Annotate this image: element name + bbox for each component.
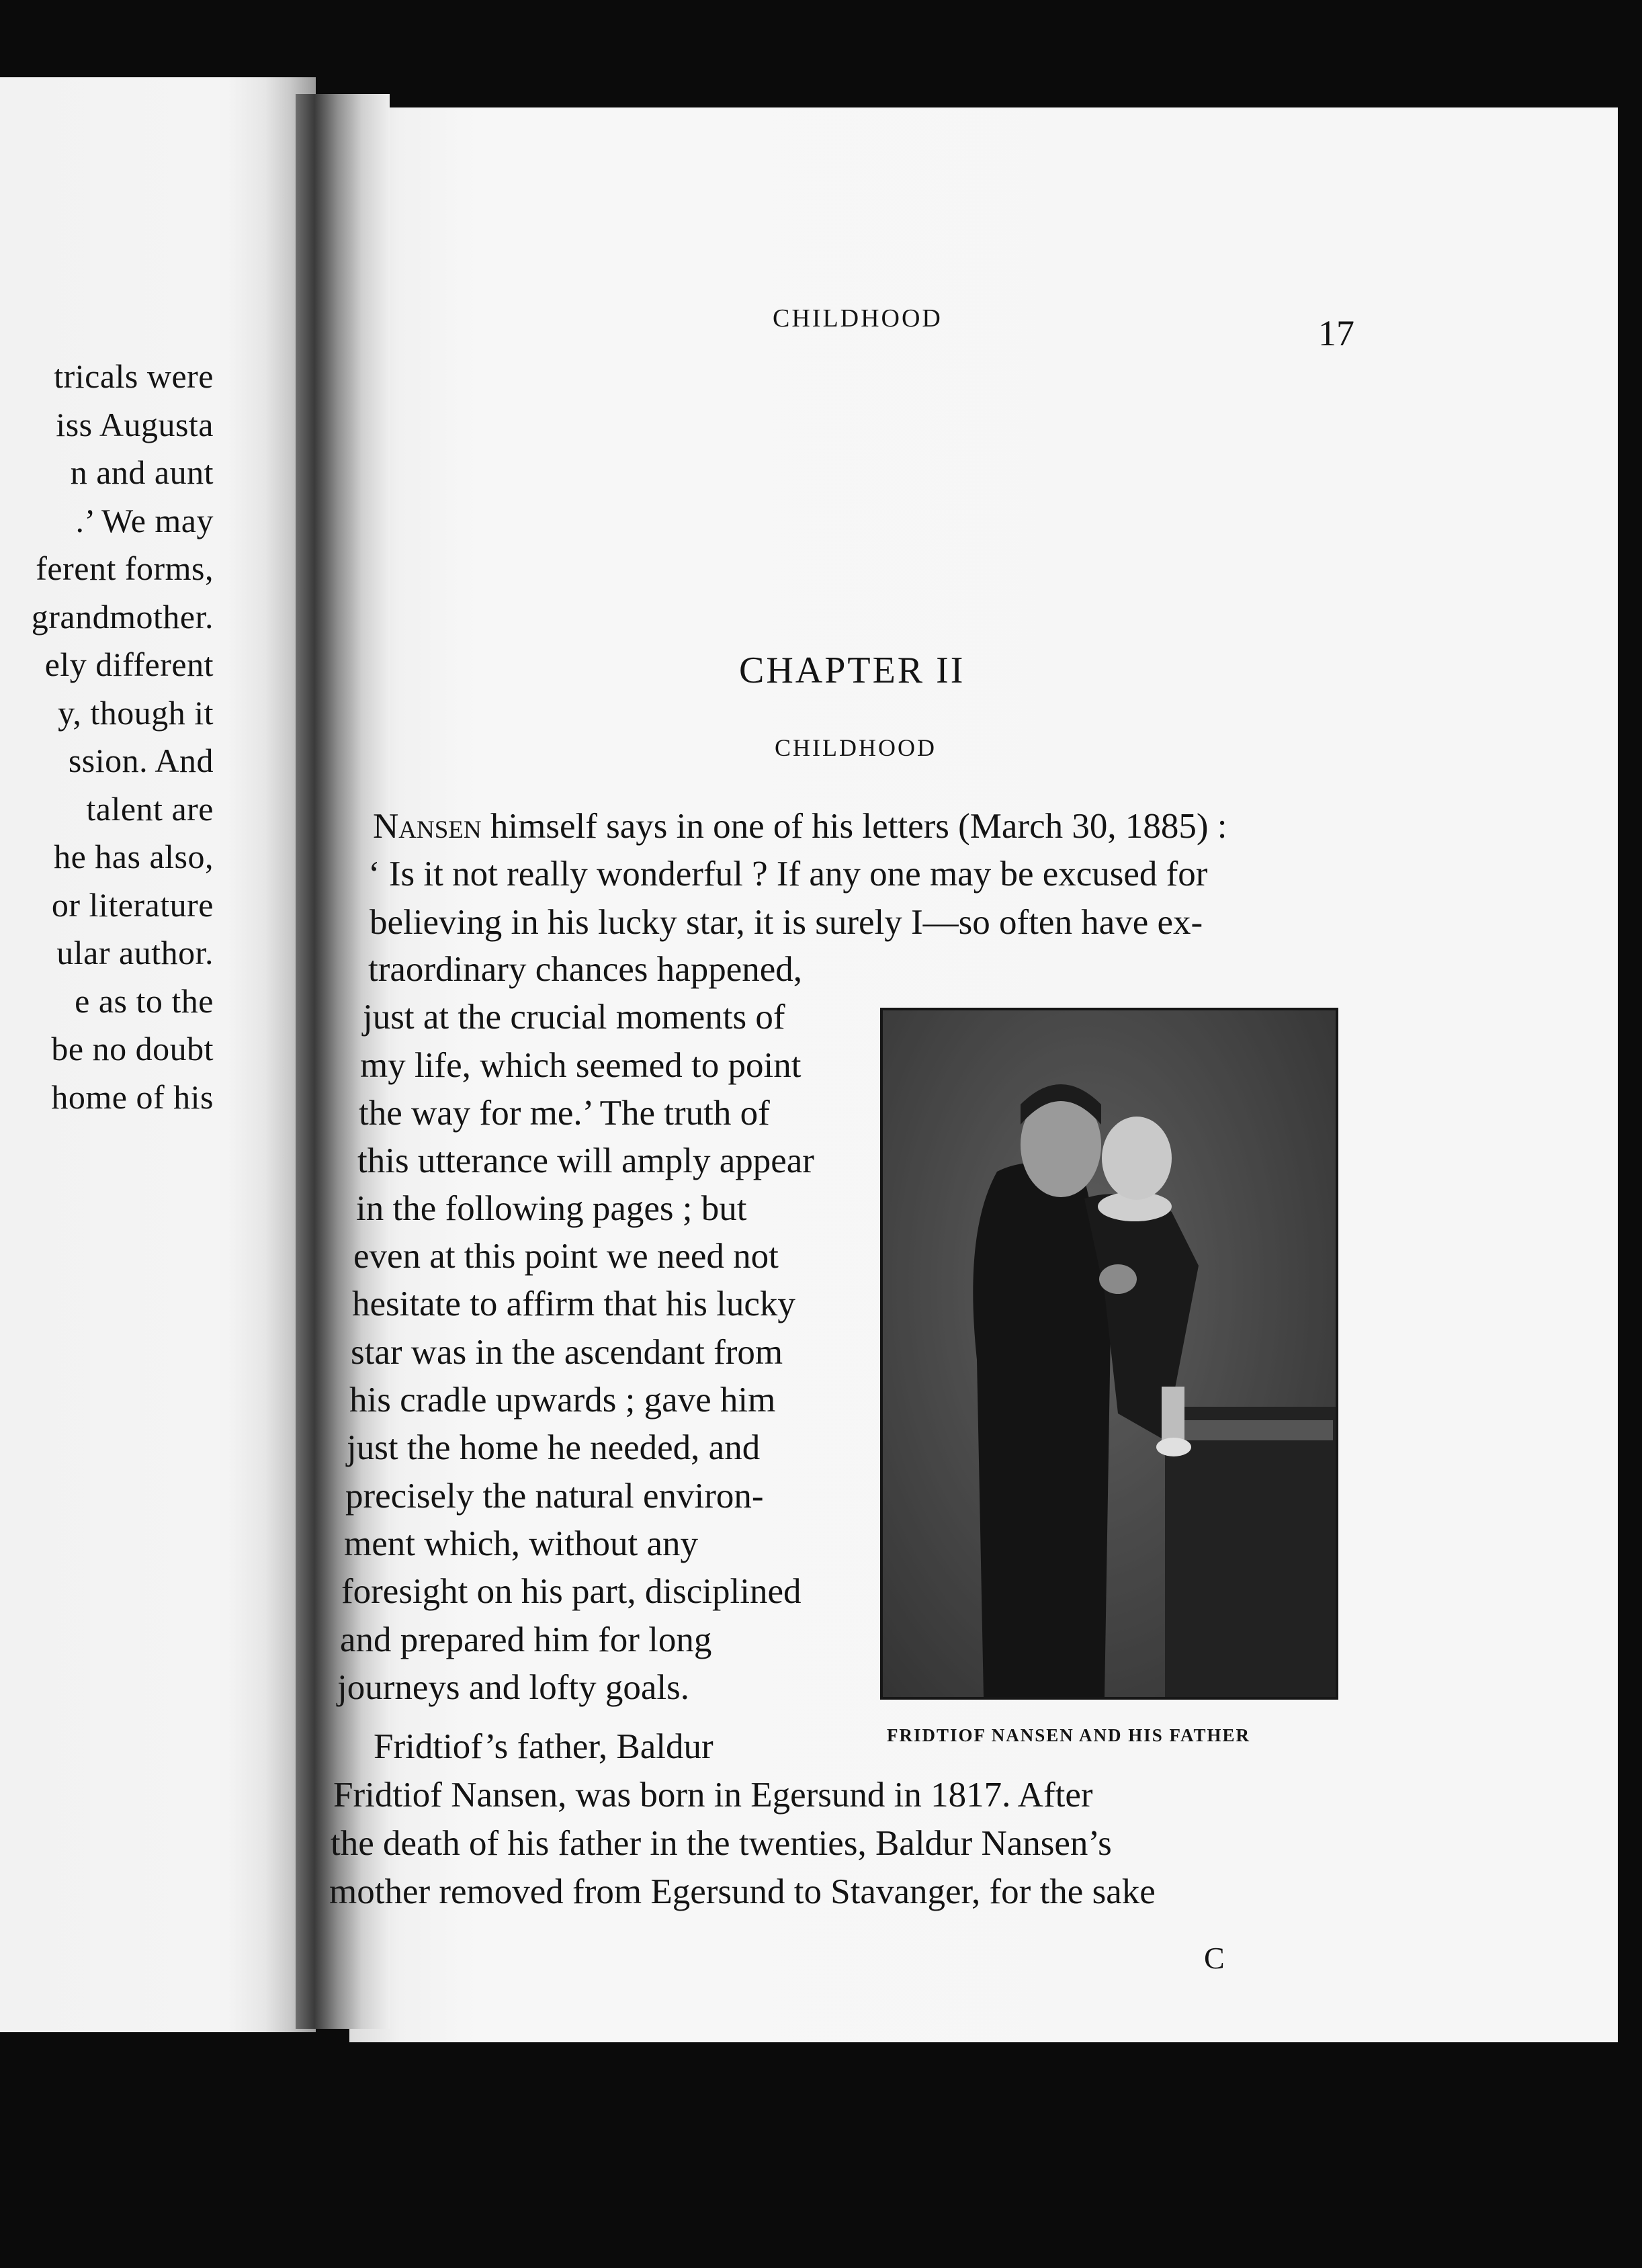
left-line: y, though it — [58, 693, 214, 732]
body-line: even at this point we need not — [353, 1237, 779, 1276]
left-line: ular author. — [56, 934, 214, 971]
photograph-illustration — [883, 1010, 1336, 1697]
body-line: his cradle upwards ; gave him — [349, 1381, 776, 1420]
body-line: in the following pages ; but — [356, 1189, 747, 1228]
left-line: he has also, — [54, 838, 214, 875]
left-line: .’ We may — [75, 501, 214, 539]
left-line: talent are — [86, 789, 214, 828]
left-page-text — [0, 353, 214, 1121]
body-line: Fridtiof’s father, Baldur — [374, 1727, 714, 1766]
body-line: journeys and lofty goals. — [337, 1668, 690, 1707]
left-line: grandmother. — [31, 597, 214, 636]
left-line: home of his — [51, 1078, 214, 1116]
body-line — [373, 806, 1227, 846]
body-line: this utterance will amply appear — [357, 1141, 814, 1180]
left-line: ssion. And — [68, 742, 214, 779]
left-facing-page — [0, 77, 316, 2032]
body-line: star was in the ascendant from — [351, 1333, 783, 1372]
left-line: n and aunt — [70, 453, 214, 491]
body-line: traordinary chances happened, — [368, 950, 802, 989]
page-number: 17 — [1318, 313, 1354, 353]
left-line: iss Augusta — [56, 405, 214, 443]
left-line: or literature — [51, 885, 214, 924]
body-line: the way for me.’ The truth of — [359, 1094, 770, 1133]
body-line-text: himself says in one of his letters (March 30, 1885) : — [481, 807, 1227, 846]
body-line: just at the crucial moments of — [363, 998, 785, 1037]
body-line: hesitate to affirm that his lucky — [352, 1284, 795, 1323]
body-line: and prepared him for long — [340, 1620, 712, 1659]
body-line: just the home he needed, and — [347, 1428, 761, 1467]
left-line: tricals were — [54, 357, 214, 395]
left-line: e as to the — [75, 982, 214, 1020]
body-line: mother removed from Egersund to Stavanger, for the sake — [329, 1872, 1156, 1911]
photo-caption: FRIDTIOF NANSEN AND HIS FATHER — [887, 1725, 1251, 1745]
portrait-photograph — [880, 1008, 1338, 1700]
signature-mark: C — [1204, 1941, 1225, 1975]
body-line: believing in his lucky star, it is surely I—so often have ex- — [370, 903, 1203, 942]
chapter-subtitle: CHILDHOOD — [775, 734, 937, 761]
chapter-title: CHAPTER II — [739, 650, 965, 691]
body-line: the death of his father in the twenties, Baldur Nansen’s — [331, 1824, 1112, 1863]
left-line: ferent forms, — [36, 550, 214, 587]
opening-word: Nansen — [373, 807, 482, 846]
body-line: Fridtiof Nansen, was born in Egersund in 1817. After — [333, 1776, 1093, 1815]
left-line: be no doubt — [51, 1030, 214, 1067]
body-line: ment which, without any — [344, 1524, 698, 1563]
running-head: CHILDHOOD — [773, 304, 943, 333]
body-line: ‘ Is it not really wonderful ? If any one may be excused for — [368, 855, 1208, 893]
body-line: foresight on his part, disciplined — [341, 1572, 802, 1611]
body-line: precisely the natural environ- — [345, 1477, 764, 1516]
body-line: my life, which seemed to point — [360, 1046, 802, 1085]
left-line: ely different — [44, 646, 214, 683]
